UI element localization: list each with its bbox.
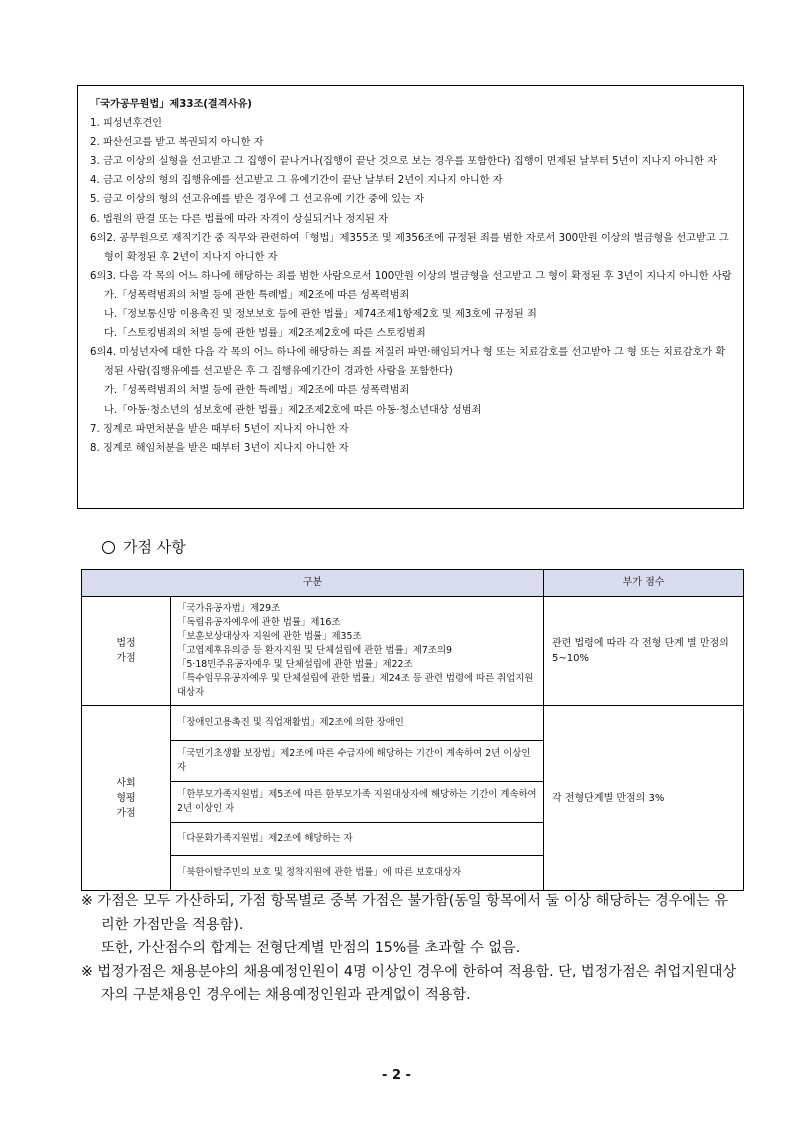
page-number: - 2 -	[382, 1068, 411, 1083]
header-score: 부가 점수	[544, 570, 744, 597]
social-score: 각 전형단계별 만점의 3%	[544, 706, 744, 891]
legal-score: 관련 법령에 따라 각 전형 단계 별 만점의 5~10%	[544, 597, 744, 706]
item-6-3-b: 나.「정보통신망 이용촉진 및 정보보호 등에 관한 법률」제74조제1항제2호 및 제3호에 규정된 죄	[104, 309, 537, 321]
disqualification-box	[77, 85, 744, 509]
table-row-legal	[82, 597, 744, 706]
box-title: 「국가공무원법」제33조(결격사유)	[90, 99, 252, 110]
note-1-continued: 또한, 가산점수의 합계는 전형단계별 만점의 15%를 초과할 수 없음.	[101, 940, 521, 956]
social-category-label: 사회 형평 가점	[116, 777, 136, 819]
social-item: 「북한이탈주민의 보호 및 정착지원에 관한 법률」에 따른 보호대상자	[171, 856, 544, 891]
table-header-row	[82, 570, 744, 597]
item-6-4-b: 나.「아동·청소년의 성보호에 관한 법률」제2조제2호에 따른 아동·청소년대상 성범죄	[104, 404, 482, 416]
bonus-table	[81, 569, 744, 891]
header-category: 구분	[82, 570, 544, 597]
social-category	[82, 706, 171, 891]
notes	[81, 890, 741, 1008]
social-item: 「다문화가족지원법」제2조에 해당하는 자	[171, 823, 544, 856]
item-3: 3. 금고 이상의 실형을 선고받고 그 집행이 끝나거나(집행이 끝난 것으로 보는 경우를 포함한다) 집행이 면제된 날부터 5년이 지나지 아니한 자	[90, 156, 717, 168]
item-6: 6. 법원의 판결 또는 다른 법률에 따라 자격이 상실되거나 정지된 자	[90, 213, 388, 225]
legal-category	[82, 597, 171, 706]
section-title: 가점 사항	[123, 538, 186, 556]
item-7: 7. 징계로 파면처분을 받은 때부터 5년이 지나지 아니한 자	[90, 423, 349, 435]
item-6-2: 6의2. 공무원으로 재직기간 중 직무와 관련하여「형법」제355조 및 제356조에 규정된 죄를 범한 자로서 300만원 이상의 벌금형을 선고받고 그 형이 확정된 후 2년이 지나지 아니한 자	[90, 232, 729, 263]
social-item: 「한부모가족지원법」제5조에 따른 한부모가족 지원대상자에 해당하는 기간이 계속하여 2년 이상인 자	[171, 782, 544, 823]
item-6-4-a: 가.「성폭력범죄의 처벌 등에 관한 특례법」제2조에 따른 성폭력범죄	[104, 385, 410, 397]
note-1: ※ 가점은 모두 가산하되, 가점 항목별로 중복 가점은 불가함(동일 항목에서 둘 이상 해당하는 경우에는 유리한 가점만을 적용함).	[81, 893, 728, 933]
legal-item: 「보훈보상대상자 지원에 관한 법률」제35조	[177, 631, 362, 642]
item-6-3-c: 다.「스토킹범죄의 처벌 등에 관한 법률」제2조제2호에 따른 스토킹범죄	[104, 328, 426, 340]
item-5: 5. 금고 이상의 형의 선고유예를 받은 경우에 그 선고유예 기간 중에 있는 자	[90, 194, 424, 206]
legal-item: 「고엽제후유의증 등 환자지원 및 단체설립에 관한 법률」제7조의9	[177, 645, 452, 656]
legal-item: 「5·18민주유공자예우 및 단체설립에 관한 법률」제22조	[177, 659, 413, 670]
item-6-4: 6의4. 미성년자에 대한 다음 각 목의 어느 하나에 해당하는 죄를 저질러 파면·해임되거나 형 또는 치료감호를 선고받아 그 형 또는 치료감호가 확정된 사람(집행유예를 선고받은 후 그 집행유예기간이 경과한 사람을 포함한다)	[90, 347, 726, 378]
legal-item: 「독립유공자예우에 관한 법률」제16조	[177, 617, 341, 628]
item-6-3: 6의3. 다음 각 목의 어느 하나에 해당하는 죄를 범한 사람으로서 100만원 이상의 벌금형을 선고받고 그 형이 확정된 후 3년이 지나지 아니한 사람	[90, 270, 732, 282]
legal-item: 「특수임무유공자예우 및 단체설립에 관한 법률」제24조 등 관련 법령에 따른 취업지원 대상자	[177, 673, 534, 698]
item-6-3-a: 가.「성폭력범죄의 처벌 등에 관한 특례법」제2조에 따른 성폭력범죄	[104, 289, 410, 301]
item-8: 8. 징계로 해임처분을 받은 때부터 3년이 지나지 아니한 자	[90, 442, 349, 454]
social-item: 「장애인고용촉진 및 직업재활법」제2조에 의한 장애인	[171, 706, 544, 741]
table-row-social	[82, 706, 744, 741]
section-heading	[102, 536, 186, 557]
item-4: 4. 금고 이상의 형의 집행유예를 선고받고 그 유예기간이 끝난 날부터 2년이 지나지 아니한 자	[90, 175, 503, 187]
item-2: 2. 파산선고를 받고 복권되지 아니한 자	[90, 137, 264, 149]
social-item: 「국민기초생활 보장법」제2조에 따른 수급자에 해당하는 기간이 계속하여 2년 이상인 자	[171, 741, 544, 782]
circle-bullet-icon	[102, 541, 115, 554]
note-2: ※ 법정가점은 채용분야의 채용예정인원이 4명 이상인 경우에 한하여 적용함. 단, 법정가점은 취업지원대상자의 구분채용인 경우에는 채용예정인원과 관계없이 적용함.	[81, 963, 737, 1003]
legal-items	[171, 597, 544, 706]
item-1: 1. 피성년후견인	[90, 118, 163, 130]
legal-category-label: 법정 가점	[116, 638, 136, 664]
legal-item: 「국가유공자법」제29조	[177, 603, 281, 614]
